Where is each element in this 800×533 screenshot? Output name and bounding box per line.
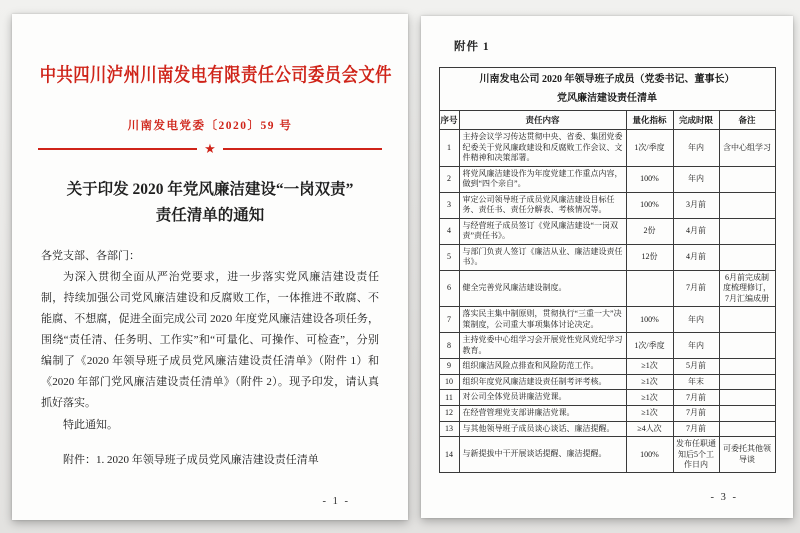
cell-deadline: 年内: [673, 333, 719, 359]
cell-no: 2: [439, 166, 459, 192]
cell-content: 与经营班子成员签订《党风廉洁建设“一岗双责”责任书》。: [459, 218, 626, 244]
table-row: [439, 271, 775, 307]
page-number-right: - 3 -: [710, 492, 738, 503]
cell-indicator: 2份: [626, 218, 673, 244]
cell-deadline: 3月前: [673, 192, 719, 218]
cell-indicator: [626, 271, 673, 307]
page-number-left: - 1 -: [322, 496, 350, 507]
cell-remark: 含中心组学习: [719, 130, 775, 167]
red-rule-left: [38, 148, 197, 150]
column-header-indicator: 量化指标: [626, 111, 673, 130]
cell-remark: [719, 359, 775, 375]
cell-indicator: ≥1次: [626, 359, 673, 375]
responsibility-table: [439, 67, 776, 473]
table-row: [439, 166, 775, 192]
red-rule-right: [223, 148, 382, 150]
cell-deadline: 4月前: [673, 244, 719, 270]
cell-content: 主持党委中心组学习会开展党性党风党纪学习教育。: [459, 333, 626, 359]
table-row: [439, 333, 775, 359]
cell-content: 审定公司领导班子成员党风廉洁建设目标任务、责任书、责任分解表、考核情况等。: [459, 192, 626, 218]
attachment-reference: 附件：1. 2020 年领导班子成员党风廉洁建设责任清单: [63, 453, 319, 466]
closing-line: 特此通知。: [63, 418, 118, 431]
cell-content: 与其他领导班子成员谈心谈话、廉洁提醒。: [459, 421, 626, 437]
cell-no: 4: [439, 218, 459, 244]
cell-deadline: 7月前: [673, 406, 719, 422]
notice-title: [12, 177, 408, 230]
cell-content: 主持会议学习传达贯彻中央、省委、集团党委纪委关于党风廉政建设和反腐败工作会议、文件精神和决策部署。: [459, 130, 626, 167]
cell-no: 3: [439, 192, 459, 218]
cell-deadline: 7月前: [673, 390, 719, 406]
cell-no: 9: [439, 359, 459, 375]
cell-no: 6: [439, 271, 459, 307]
attachment-label: 附件 1: [454, 41, 490, 53]
cell-no: 11: [439, 390, 459, 406]
right-page: [421, 16, 793, 518]
table-row: [439, 244, 775, 270]
notice-title-line2: 责任清单的通知: [155, 207, 265, 225]
cell-remark: [719, 390, 775, 406]
left-page: [12, 14, 408, 520]
cell-deadline: 4月前: [673, 218, 719, 244]
cell-no: 1: [439, 130, 459, 167]
cell-deadline: 年内: [673, 166, 719, 192]
notice-body: [41, 246, 379, 471]
cell-content: 在经营管理党支部讲廉洁党课。: [459, 406, 626, 422]
cell-remark: [719, 218, 775, 244]
cell-indicator: 12份: [626, 244, 673, 270]
table-title-line2: 党风廉洁建设责任清单: [557, 93, 657, 104]
cell-indicator: 1次/季度: [626, 333, 673, 359]
notice-title-line1: 关于印发 2020 年党风廉洁建设“一岗双责”: [66, 181, 354, 198]
column-header-deadline: 完成时限: [673, 111, 719, 130]
cell-content: 落实民主集中制原则，贯彻执行“三重一大”决策制度，公司重大事项集体讨论决定。: [459, 307, 626, 333]
cell-no: 7: [439, 307, 459, 333]
table-row: [439, 192, 775, 218]
cell-deadline: 7月前: [673, 271, 719, 307]
column-header-content: 责任内容: [459, 111, 626, 130]
table-row: [439, 359, 775, 375]
cell-content: 对公司全体党员讲廉洁党课。: [459, 390, 626, 406]
cell-remark: 可委托其他领导谈: [719, 437, 775, 473]
cell-indicator: 1次/季度: [626, 130, 673, 167]
cell-indicator: ≥4人次: [626, 421, 673, 437]
cell-content: 健全完善党风廉洁建设制度。: [459, 271, 626, 307]
cell-indicator: ≥1次: [626, 374, 673, 390]
cell-no: 10: [439, 374, 459, 390]
table-row: [439, 421, 775, 437]
table-row: [439, 218, 775, 244]
cell-indicator: 100%: [626, 307, 673, 333]
cell-remark: [719, 192, 775, 218]
cell-deadline: 5月前: [673, 359, 719, 375]
document-number: 川南发电党委〔2020〕59 号: [127, 120, 293, 132]
cell-remark: [719, 406, 775, 422]
cell-content: 组织廉洁风险点排查和风险防范工作。: [459, 359, 626, 375]
cell-indicator: 100%: [626, 437, 673, 473]
table-row: [439, 130, 775, 167]
star-icon: ★: [204, 141, 216, 156]
table-row: [439, 437, 775, 473]
cell-remark: [719, 333, 775, 359]
cell-no: 14: [439, 437, 459, 473]
cell-remark: [719, 421, 775, 437]
cell-no: 12: [439, 406, 459, 422]
cell-no: 13: [439, 421, 459, 437]
body-paragraph: 为深入贯彻全面从严治党要求，进一步落实党风廉洁建设责任制，持续加强公司党风廉洁建设和反腐败工作，一体推进不敢腐、不能腐、不想腐，促进全面完成公司 2020 年度党风廉洁建设各项任务，围绕“责任清、任务明、工作实”和“可量化、可操作、可检查”，分别编制了《2020 年领导班子成员党风廉洁建设责任清单》（附件 1）和《2020 年部门党风廉洁建设责任清单》（附件 2）。现予印发，请认真抓好落实。: [41, 270, 379, 410]
cell-indicator: 100%: [626, 192, 673, 218]
table-row: [439, 406, 775, 422]
cell-deadline: 年末: [673, 374, 719, 390]
cell-content: 与部门负责人签订《廉洁从业、廉洁建设责任书》。: [459, 244, 626, 270]
cell-deadline: 年内: [673, 130, 719, 167]
column-header-no: 序号: [439, 111, 459, 130]
cell-remark: [719, 374, 775, 390]
cell-remark: [719, 244, 775, 270]
cell-remark: 6月前完成制度梳理修订，7月汇编成册: [719, 271, 775, 307]
red-letterhead-title: 中共四川泸州川南发电有限责任公司委员会文件: [39, 65, 392, 86]
table-header-row: [439, 111, 775, 130]
cell-indicator: ≥1次: [626, 406, 673, 422]
cell-content: 组织年度党风廉洁建设责任制考评考核。: [459, 374, 626, 390]
column-header-remark: 备注: [719, 111, 775, 130]
cell-no: 5: [439, 244, 459, 270]
red-divider-rule: [38, 142, 382, 155]
cell-remark: [719, 307, 775, 333]
table-row: [439, 374, 775, 390]
cell-no: 8: [439, 333, 459, 359]
cell-deadline: 年内: [673, 307, 719, 333]
cell-content: 与新提拔中干开展谈话提醒、廉洁提醒。: [459, 437, 626, 473]
cell-deadline: 发布任职通知后5个工作日内: [673, 437, 719, 473]
cell-indicator: 100%: [626, 166, 673, 192]
cell-indicator: ≥1次: [626, 390, 673, 406]
table-title: [439, 68, 775, 111]
table-title-line1: 川南发电公司 2020 年领导班子成员（党委书记、董事长）: [479, 74, 735, 85]
table-title-row: [439, 68, 775, 111]
cell-content: 将党风廉洁建设作为年度党建工作重点内容，做到“四个亲自”。: [459, 166, 626, 192]
salutation: 各党支部、各部门：: [41, 249, 140, 262]
table-row: [439, 307, 775, 333]
table-row: [439, 390, 775, 406]
cell-deadline: 7月前: [673, 421, 719, 437]
cell-remark: [719, 166, 775, 192]
